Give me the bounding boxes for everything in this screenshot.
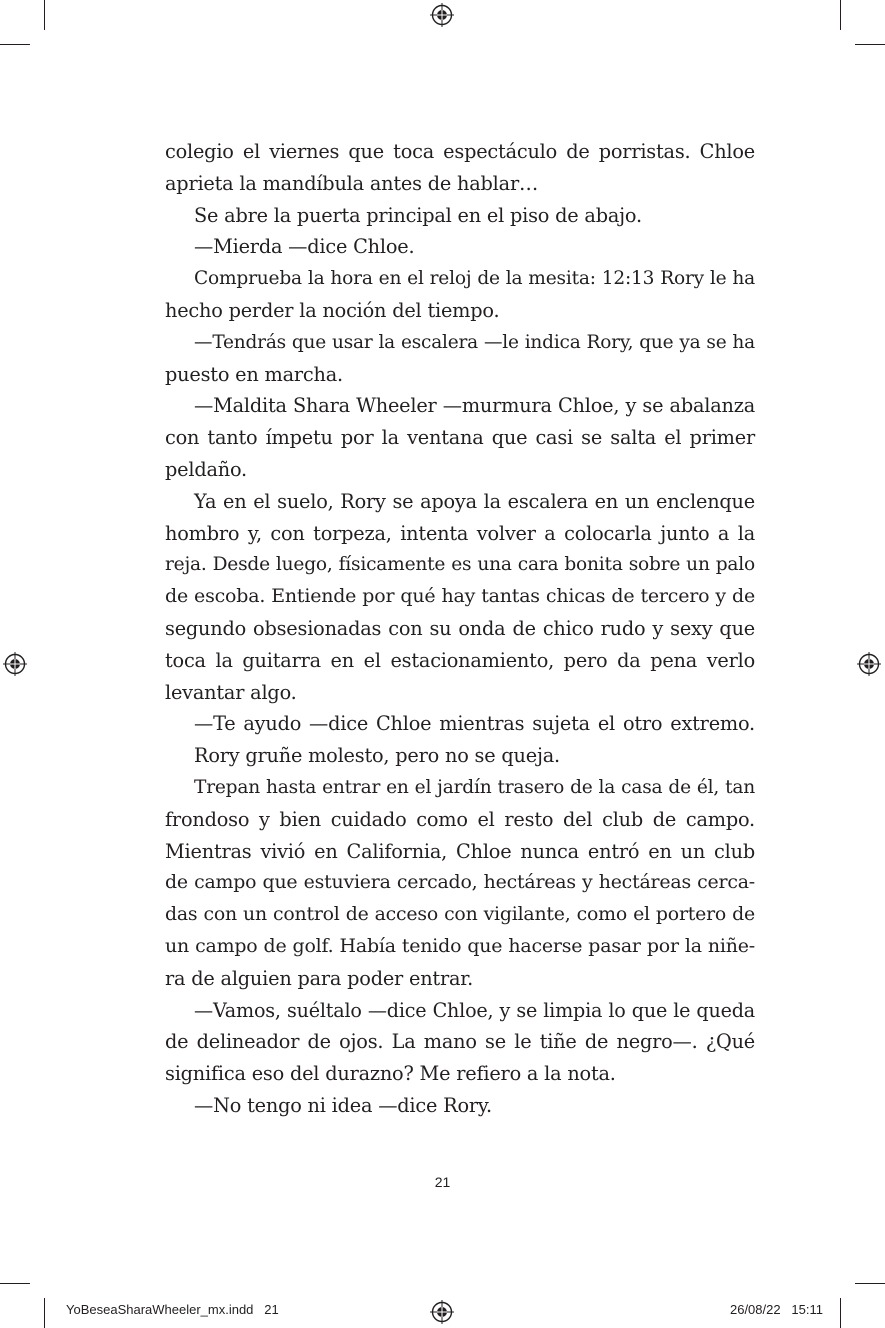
text-line: con tanto ímpetu por la ventana que casi se salta el primer <box>165 426 755 450</box>
slug-date-time: 26/08/22 15:11 <box>729 1302 823 1317</box>
registration-mark-icon <box>2 651 28 677</box>
text-line: hecho perder la noción del tiempo. <box>165 298 500 322</box>
text-line: significa eso del durazno? Me refiero a la nota. <box>165 1062 616 1086</box>
text-line: —Maldita Shara Wheeler —murmura Chloe, y se abalanza <box>194 394 755 418</box>
text-line: das con un control de acceso con vigilante, como el portero de <box>165 903 755 926</box>
crop-mark-top-right-vertical <box>840 0 841 30</box>
text-line: Se abre la puerta principal en el piso de abajo. <box>194 203 642 227</box>
text-line: ra de alguien para poder entrar. <box>165 966 474 990</box>
registration-mark-icon <box>429 1299 455 1325</box>
crop-mark-bottom-left-horizontal <box>0 1283 30 1284</box>
text-line: —Vamos, suéltalo —dice Chloe, y se limpia lo que le queda <box>194 998 755 1022</box>
text-line: —No tengo ni idea —dice Rory. <box>194 1093 492 1117</box>
crop-mark-top-right-horizontal <box>855 44 885 45</box>
text-line: Trepan hasta entrar en el jardín trasero de la casa de él, tan <box>194 776 755 798</box>
text-line: Comprueba la hora en el reloj de la mesita: 12:13 Rory le ha <box>194 268 755 290</box>
text-line: —Tendrás que usar la escalera —le indica Rory, que ya se ha <box>194 331 755 353</box>
registration-mark-icon <box>429 2 455 28</box>
crop-mark-bottom-right-horizontal <box>855 1283 885 1284</box>
text-line: toca la guitarra en el estacionamiento, pero da pena verlo <box>165 648 755 672</box>
text-line: aprieta la mandíbula antes de hablar… <box>165 171 539 195</box>
text-line: segundo obsesionadas con su onda de chico rudo y sexy que <box>165 616 755 640</box>
text-line: de campo que estuviera cercado, hectáreas y hectáreas cerca- <box>165 871 755 894</box>
text-line: frondoso y bien cuidado como el resto del club de campo. <box>165 807 755 831</box>
text-line: de delineador de ojos. La mano se le tiñe de negro—. ¿Qué <box>165 1030 755 1054</box>
text-line: Mientras vivió en California, Chloe nunca entró en un club <box>165 839 755 863</box>
registration-mark-icon <box>856 651 882 677</box>
text-line: un campo de golf. Había tenido que hacerse pasar por la niñe- <box>165 934 755 957</box>
text-line: —Te ayudo —dice Chloe mientras sujeta el otro extremo. <box>194 712 755 736</box>
text-line: de escoba. Entiende por qué hay tantas chicas de tercero y de <box>165 585 755 608</box>
page-number: 21 <box>434 1174 451 1190</box>
crop-mark-bottom-left-vertical <box>44 1298 45 1328</box>
slug-file-name: YoBeseaSharaWheeler_mx.indd 21 <box>66 1302 279 1317</box>
text-line: Ya en el suelo, Rory se apoya la escalera en un enclenque <box>194 489 755 513</box>
text-line: colegio el viernes que toca espectáculo de porristas. Chloe <box>165 140 755 163</box>
text-line: hombro y, con torpeza, intenta volver a colocarla junto a la <box>165 521 755 545</box>
text-line: —Mierda —dice Chloe. <box>194 235 415 259</box>
text-line: levantar algo. <box>165 680 297 704</box>
text-line: Rory gruñe molesto, pero no se queja. <box>194 744 560 768</box>
text-line: peldaño. <box>165 457 247 481</box>
crop-mark-bottom-right-vertical <box>840 1298 841 1328</box>
text-line: reja. Desde luego, físicamente es una cara bonita sobre un palo <box>165 554 755 576</box>
body-text <box>165 136 755 1122</box>
crop-mark-top-left-horizontal <box>0 44 30 45</box>
text-line: puesto en marcha. <box>165 362 343 386</box>
crop-mark-top-left-vertical <box>44 0 45 30</box>
